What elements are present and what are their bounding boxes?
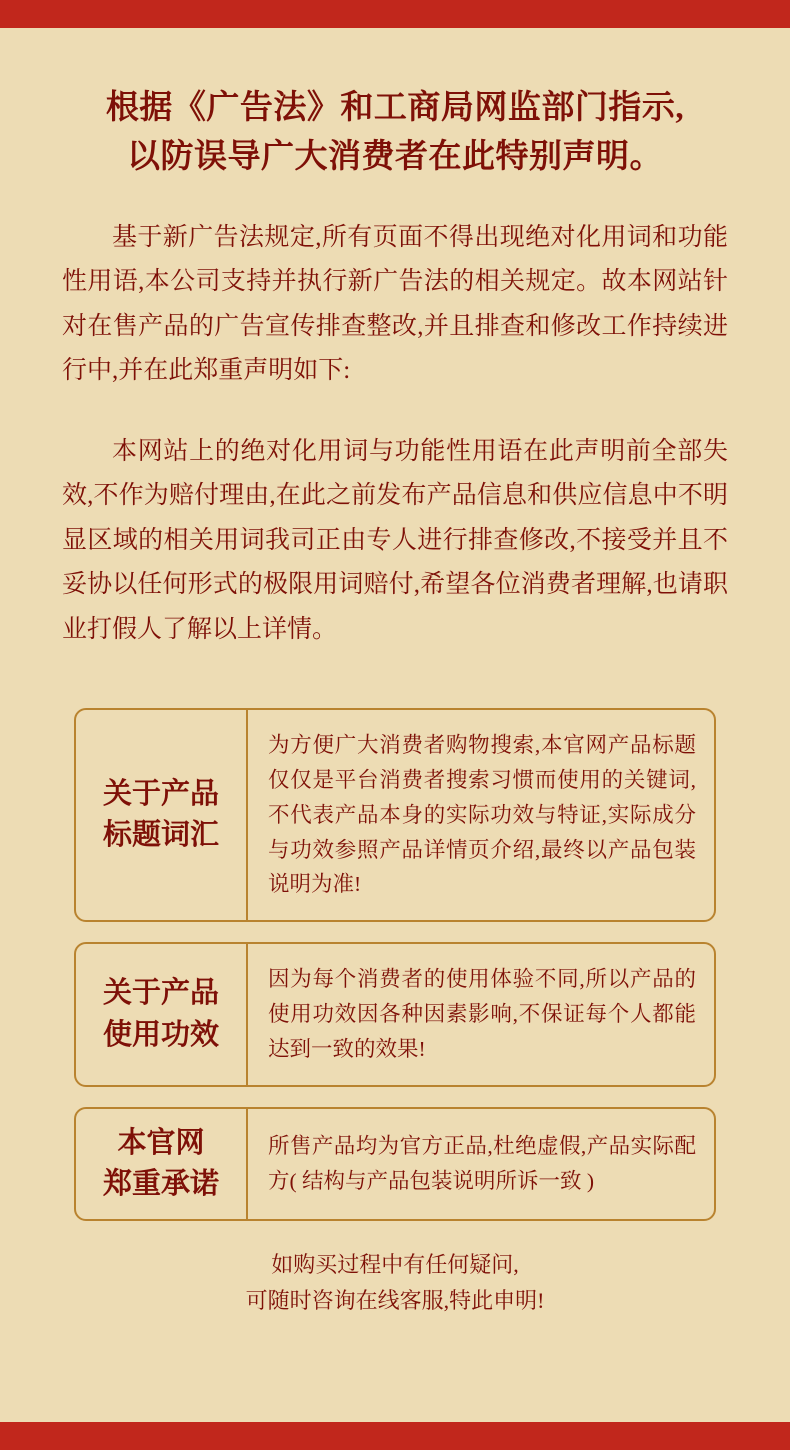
statement-card-title-line-2: 标题词汇 — [102, 819, 219, 852]
statement-card-title — [76, 1109, 248, 1219]
statement-card-title — [76, 944, 248, 1084]
statement-card-body: 所售产品均为官方正品,杜绝虚假,产品实际配方( 结构与产品包装说明所诉一致 ) — [268, 1134, 696, 1193]
statement-panel — [0, 28, 790, 1422]
statement-card-body: 因为每个消费者的使用体验不同,所以产品的使用功效因各种因素影响,不保证每个人都能达到一致的效果! — [268, 967, 696, 1061]
statement-card-list — [74, 708, 716, 1221]
statement-card-title-line-1: 本官网 — [117, 1126, 205, 1159]
statement-card-title — [76, 710, 248, 920]
footer-note-line-1: 如购买过程中有任何疑问, — [271, 1252, 519, 1278]
page-title-line-1: 根据《广告法》和工商局网监部门指示, — [105, 90, 685, 126]
statement-paragraph-1: 基于新广告法规定,所有页面不得出现绝对化用词和功能性用语,本公司支持并执行新广告法的相关规定。故本网站针对在售产品的广告宣传排查整改,并且排查和修改工作持续进行中,并在此郑重声明如下: — [62, 223, 728, 385]
statement-card-title-line-2: 郑重承诺 — [102, 1167, 219, 1200]
statement-card-title-line-1: 关于产品 — [102, 778, 219, 811]
statement-card-title-line-1: 关于产品 — [102, 977, 219, 1010]
footer-note — [58, 1247, 732, 1320]
statement-card-title-line-2: 使用功效 — [102, 1018, 219, 1051]
statement-paragraph-2: 本网站上的绝对化用词与功能性用语在此声明前全部失效,不作为赔付理由,在此之前发布产品信息和供应信息中不明显区域的相关用词我司正由专人进行排查修改,不接受并且不妥协以任何形式的极限用词赔付,希望各位消费者理解,也请职业打假人了解以上详情。 — [62, 437, 728, 643]
statement-card — [74, 708, 716, 922]
footer-note-line-2: 可随时咨询在线客服,特此申明! — [245, 1288, 545, 1314]
statement-card — [74, 1107, 716, 1221]
page-title — [58, 84, 732, 182]
page-title-line-2: 以防误导广大消费者在此特别声明。 — [127, 138, 663, 175]
statement-card — [74, 942, 716, 1086]
statement-card-body: 为方便广大消费者购物搜索,本官网产品标题仅仅是平台消费者搜索习惯而使用的关键词,不代表产品本身的实际功效与特证,实际成分与功效参照产品详情页介绍,最终以产品包装说明为准! — [268, 733, 696, 897]
